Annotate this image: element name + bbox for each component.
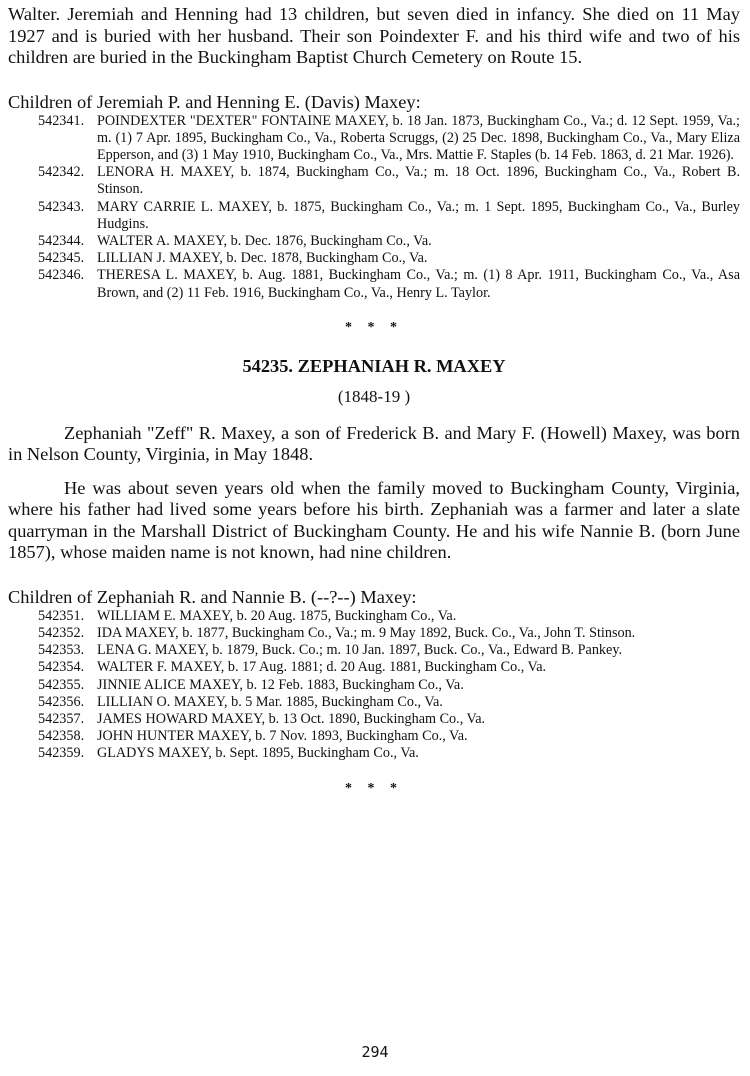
- entry-number: 542344.: [38, 232, 85, 249]
- entry-text: IDA MAXEY, b. 1877, Buckingham Co., Va.; m. 9 May 1892, Buck. Co., Va., John T. Stinson.: [97, 624, 636, 641]
- entry-number: 542353.: [38, 642, 85, 659]
- section-separator: * * *: [345, 780, 403, 796]
- entry-text: LILLIAN J. MAXEY, b. Dec. 1878, Buckingham Co., Va.: [97, 250, 428, 267]
- entry-text: THERESA L. MAXEY, b. Aug. 1881, Buckingham Co., Va.; m. (1) 8 Apr. 1911, Buckingham Co., Va., Asa Brown, and (2) 11 Feb. 1916, Buckingham Co., Va., Henry L. Taylor.: [97, 267, 740, 301]
- entry-text: MARY CARRIE L. MAXEY, b. 1875, Buckingham Co., Va.; m. 1 Sept. 1895, Buckingham Co., Va., Burley Hudgins.: [97, 198, 740, 232]
- entry-number: 542359.: [38, 745, 85, 762]
- list-item: [8, 694, 740, 711]
- section-title: 54235. ZEPHANIAH R. MAXEY: [242, 355, 506, 376]
- entry-text: WILLIAM E. MAXEY, b. 20 Aug. 1875, Buckingham Co., Va.: [97, 607, 457, 624]
- document-page: [8, 4, 740, 797]
- children-heading-2: Children of Zephaniah R. and Nannie B. (--?--) Maxey:: [8, 586, 417, 607]
- entry-text: JOHN HUNTER MAXEY, b. 7 Nov. 1893, Buckingham Co., Va.: [97, 728, 468, 745]
- list-item: [8, 233, 740, 250]
- entry-number: 542343.: [38, 198, 85, 215]
- list-item: [8, 267, 740, 301]
- entry-number: 542341.: [38, 112, 85, 129]
- entry-text: LENORA H. MAXEY, b. 1874, Buckingham Co., Va.; m. 18 Oct. 1896, Buckingham Co., Va., Robert B. Stinson.: [97, 164, 740, 198]
- list-item: [8, 625, 740, 642]
- intro-paragraph: Walter. Jeremiah and Henning had 13 children, but seven died in infancy. She died on 11 May 1927 and is buried with her husband. Their son Poindexter F. and his third wife and two of his children are buried in the Buckingham Baptist Church Cemetery on Route 15.: [8, 4, 740, 67]
- list-item: [8, 659, 740, 676]
- body-paragraph: He was about seven years old when the family moved to Buckingham County, Virginia, where his father had lived some years before his birth. Zephaniah was a farmer and later a slate quarryman in the Marshall District of Buckingham County. He and his wife Nannie B. (born June 1857), whose maiden name is not known, had nine children.: [8, 477, 740, 563]
- entry-number: 542346.: [38, 267, 85, 284]
- entry-text: JINNIE ALICE MAXEY, b. 12 Feb. 1883, Buckingham Co., Va.: [97, 676, 464, 693]
- list-item: [8, 745, 740, 762]
- list-item: [8, 199, 740, 233]
- entry-text: JAMES HOWARD MAXEY, b. 13 Oct. 1890, Buckingham Co., Va.: [97, 710, 486, 727]
- entry-number: 542354.: [38, 659, 85, 676]
- entry-text: GLADYS MAXEY, b. Sept. 1895, Buckingham Co., Va.: [97, 745, 419, 762]
- entry-text: WALTER A. MAXEY, b. Dec. 1876, Buckingham Co., Va.: [97, 232, 432, 249]
- entry-number: 542358.: [38, 728, 85, 745]
- body-paragraph: Zephaniah "Zeff" R. Maxey, a son of Frederick B. and Mary F. (Howell) Maxey, was born in Nelson County, Virginia, in May 1848.: [8, 422, 740, 465]
- children-heading-1: Children of Jeremiah P. and Henning E. (Davis) Maxey:: [8, 91, 421, 112]
- children-list-1: [8, 113, 740, 302]
- list-item: [8, 677, 740, 694]
- section-separator: * * *: [345, 319, 403, 335]
- entry-number: 542342.: [38, 164, 85, 181]
- entry-number: 542357.: [38, 710, 85, 727]
- entry-text: LILLIAN O. MAXEY, b. 5 Mar. 1885, Buckingham Co., Va.: [97, 693, 443, 710]
- list-item: [8, 250, 740, 267]
- entry-text: POINDEXTER "DEXTER" FONTAINE MAXEY, b. 18 Jan. 1873, Buckingham Co., Va.; d. 12 Sept. 1959, Va.; m. (1) 7 Apr. 1895, Buckingham Co., Va., Roberta Scruggs, (2) 25 Dec. 1898, Buckingham Co., Va., Mary Eliza Epperson, and (3) 1 May 1910, Buckingham Co., Va., Mrs. Mattie F. Staples (b. 14 Feb. 1863, d. 21 Mar. 1926).: [97, 112, 740, 163]
- entry-number: 542356.: [38, 693, 85, 710]
- entry-text: LENA G. MAXEY, b. 1879, Buck. Co.; m. 10 Jan. 1897, Buck. Co., Va., Edward B. Pankey.: [97, 642, 623, 659]
- list-item: [8, 711, 740, 728]
- children-list-2: [8, 608, 740, 763]
- entry-number: 542352.: [38, 624, 85, 641]
- page-number: 294: [361, 1043, 389, 1061]
- list-item: [8, 113, 740, 165]
- list-item: [8, 164, 740, 198]
- list-item: [8, 728, 740, 745]
- list-item: [8, 642, 740, 659]
- section-dates: (1848-19 ): [337, 386, 411, 406]
- list-item: [8, 608, 740, 625]
- entry-number: 542355.: [38, 676, 85, 693]
- entry-number: 542351.: [38, 607, 85, 624]
- entry-text: WALTER F. MAXEY, b. 17 Aug. 1881; d. 20 Aug. 1881, Buckingham Co., Va.: [97, 659, 547, 676]
- entry-number: 542345.: [38, 250, 85, 267]
